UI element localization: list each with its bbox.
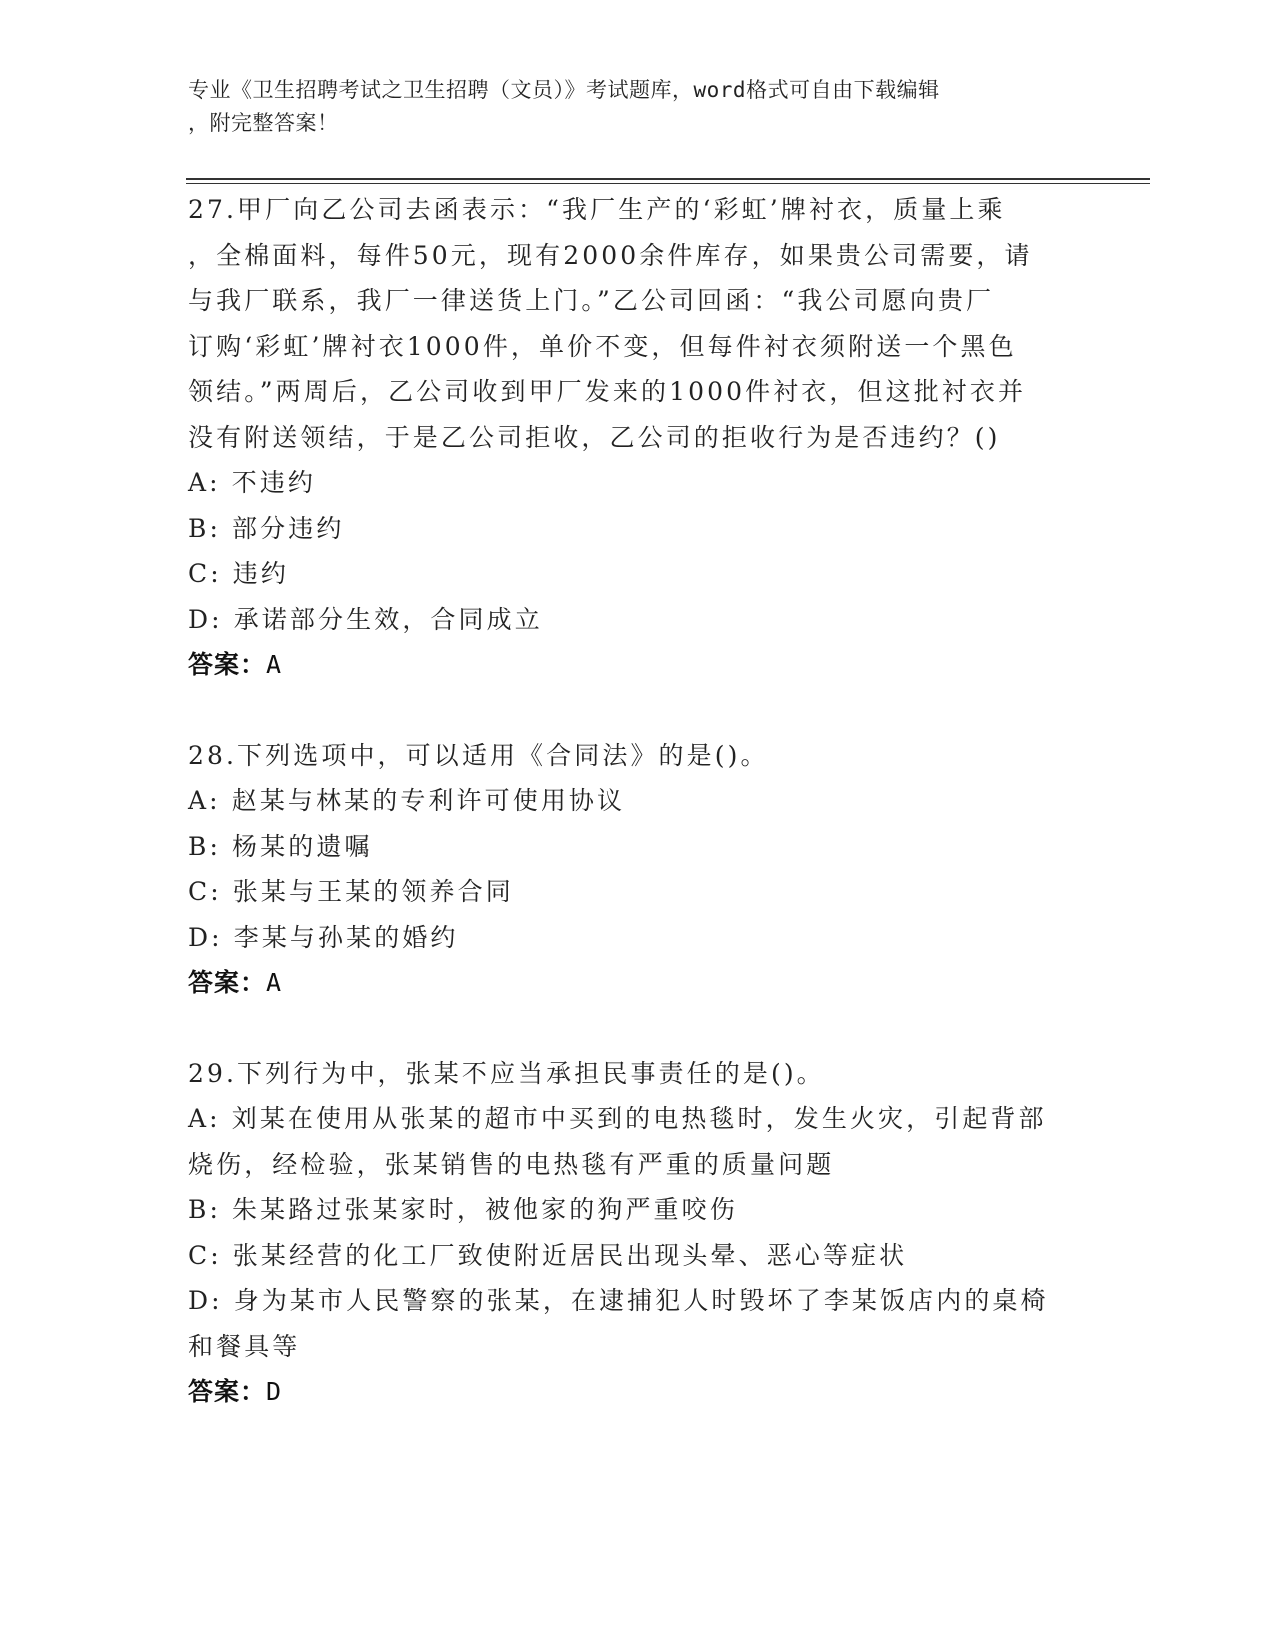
option-d: D: 李某与孙某的婚约 (188, 922, 459, 952)
option-a: A: 不违约 (188, 468, 317, 497)
option-c: C: 违约 (188, 559, 289, 588)
header-divider-thick (186, 178, 1150, 180)
option-d: D: 承诺部分生效，合同成立 (188, 604, 543, 634)
question-stem-line: 27.甲厂向乙公司去函表示：“我厂生产的‘彩虹’牌衬衣，质量上乘 (188, 195, 1006, 224)
header-line-1: 专业《卫生招聘考试之卫生招聘（文员）》考试题库，word格式可自由下载编辑 (188, 78, 940, 102)
option-c: C: 张某经营的化工厂致使附近居民出现头晕、恶心等症状 (188, 1240, 908, 1270)
question-stem-line: ，全棉面料，每件50元，现有2000余件库存，如果贵公司需要，请 (188, 240, 1033, 270)
option-a-continued: 烧伤，经检验，张某销售的电热毯有严重的质量问题 (188, 1149, 835, 1179)
answer-line (188, 960, 1088, 1006)
answer-value: D (266, 1377, 283, 1406)
question-stem-line: 领结。”两周后，乙公司收到甲厂发来的1000件衬衣，但这批衬衣并 (188, 377, 1027, 406)
option-d-continued: 和餐具等 (188, 1331, 301, 1361)
option-b: B: 杨某的遗嘱 (188, 831, 373, 861)
question-28 (188, 733, 1088, 1006)
question-27 (188, 187, 1088, 688)
option-d: D: 身为某市人民警察的张某，在逮捕犯人时毁坏了李某饭店内的桌椅 (188, 1286, 1049, 1315)
answer-label: 答案： (188, 1377, 267, 1406)
header-divider-thin (186, 183, 1150, 184)
answer-line (188, 642, 1088, 688)
option-a: A: 刘某在使用从张某的超市中买到的电热毯时，发生火灾，引起背部 (188, 1104, 1047, 1133)
answer-value: A (266, 650, 283, 679)
document-header (188, 74, 1068, 140)
question-stem-line: 28.下列选项中，可以适用《合同法》的是()。 (188, 740, 769, 770)
answer-label: 答案： (188, 968, 267, 997)
question-stem-line: 订购‘彩虹’牌衬衣1000件，单价不变，但每件衬衣须附送一个黑色 (188, 331, 1017, 361)
option-a: A: 赵某与林某的专利许可使用协议 (188, 786, 626, 815)
answer-label: 答案： (188, 650, 267, 679)
question-29 (188, 1051, 1088, 1415)
option-c: C: 张某与王某的领养合同 (188, 877, 514, 906)
question-stem-line: 没有附送领结，于是乙公司拒收，乙公司的拒收行为是否违约？() (188, 422, 1001, 452)
header-line-2: ，附完整答案！ (188, 111, 339, 135)
answer-value: A (266, 968, 283, 997)
question-list (188, 187, 1088, 1460)
option-b: B: 部分违约 (188, 513, 345, 543)
answer-line (188, 1369, 1088, 1415)
question-stem-line: 29.下列行为中，张某不应当承担民事责任的是()。 (188, 1058, 825, 1088)
question-stem-line: 与我厂联系，我厂一律送货上门。”乙公司回函：“我公司愿向贵厂 (188, 286, 995, 315)
option-b: B: 朱某路过张某家时，被他家的狗严重咬伤 (188, 1195, 738, 1224)
